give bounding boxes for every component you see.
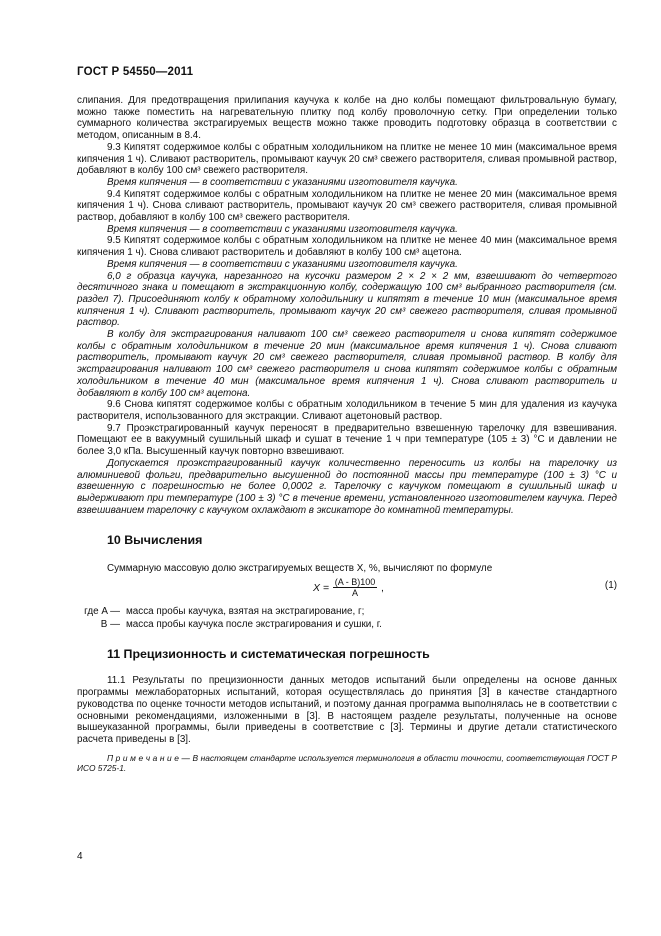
formula-numerator: (A - B)100 (334, 576, 376, 587)
note-boiling-time-3: Время кипячения — в соответствии с указаниями изготовителя каучука. (107, 258, 458, 270)
formula-comma: , (381, 581, 384, 594)
where-label-a: где A — (84, 605, 120, 617)
paragraph-allowed-italic: Допускается проэкстрагированный каучук количественно переносить из колбы на тарелочку из алюминиевой фольги, предварительно высушенной до постоянной массы при температуре (100 ± 3) °С и взвешенную с погрешностью не более 0,0002 г. Тарелочку с каучуком помещают в сушильный шкаф и выдерживают при температуре (100 ± 3) °С в течение времени, установленного изготовителем каучука. Перед взвешиванием тарелочку с каучуком охлаждают в эксикаторе до комнатной температуры. (77, 457, 617, 516)
paragraph-9-3: 9.3 Кипятят содержимое колбы с обратным холодильником на плитке не менее 10 мин (максимальное время кипячения 1 ч). Сливают растворитель, промывают каучук 20 см³ свежего растворителя, сливая промывной раствор, добавляют в колбу 100 см³ свежего растворителя. (77, 141, 617, 177)
document-header: ГОСТ Р 54550—2011 (77, 66, 194, 78)
page-body (77, 95, 617, 773)
where-line-a (77, 606, 617, 619)
where-text-a: масса пробы каучука, взятая на экстрагирование, г; (126, 605, 365, 617)
paragraph-11-1: 11.1 Результаты по прецизионности данных методов испытаний были определены на основе данных программы межлабораторных испытаний, которая осуществлялась до принятия [3] в качестве стандартного руководства по оценке точности методов испытаний, и поэтому данная программа выполнялась не в соответствии с основными рекомендациями, изложенными в [3]. В настоящем разделе результаты, полученные на основе вышеуказанной программы, были приведены в соответствие с [3]. Термины и другие детали статистического расчета приведены в [3]. (77, 675, 617, 745)
where-line-b (77, 619, 617, 632)
formula-1 (77, 577, 617, 601)
paragraph-extraction-italic: В колбу для экстрагирования наливают 100 см³ свежего растворителя и снова кипятят содержимое колбы с обратным холодильником в течение 20 мин (максимальное время кипячения 1 ч). Снова сливают растворитель, промывают каучук 20 см³ свежего растворителя, сливая промывной раствор. В колбу для экстрагирования наливают 100 см³ свежего растворителя и снова кипятят содержимое колбы с обратным холодильником в течение 40 мин (максимальное время кипячения 1 ч). Снова сливают растворитель и добавляют в колбу 100 см³ ацетона. (77, 329, 617, 399)
paragraph-9-4: 9.4 Кипятят содержимое колбы с обратным холодильником на плитке не менее 20 мин (максимальное время кипячения 1 ч). Снова сливают растворитель, промывают каучук 20 см³ свежего растворителя, сливая промывной раствор, добавляют в колбу 100 см³ свежего растворителя. (77, 188, 617, 224)
section-11-heading: 11 Прецизионность и систематическая погрешность (107, 646, 430, 661)
paragraph-sample-italic: 6,0 г образца каучука, нарезанного на кусочки размером 2 × 2 × 2 мм, взвешивают до четвертого десятичного знака и помещают в экстракционную колбу, содержащую 100 см³ выбранного растворителя (см. раздел 7). Присоединяют колбу к обратному холодильнику и кипятят в течение 10 мин (максимальное время кипячения 1 ч). Сливают растворитель, промывают каучук 20 см³ свежего растворителя, сливая промывной раствор. (77, 270, 617, 329)
where-label-b: B — (100, 618, 120, 630)
paragraph-9-7: 9.7 Проэкстрагированный каучук переносят в предварительно взвешенную тарелочку для взвешивания. Помещают ее в вакуумный сушильный шкаф и сушат в течение 1 ч при температуре (105 ± 3) °С и давлении не более 3,0 кПа. Высушенный каучук повторно взвешивают. (77, 422, 617, 458)
formula-intro: Суммарную массовую долю экстрагируемых веществ X, %, вычисляют по формуле (107, 563, 493, 575)
paragraph-continuation: слипания. Для предотвращения прилипания каучука к колбе на дно колбы помещают фильтровальную бумагу, можно также поместить на нагревательную плитку под колбу проволочную сетку. При определении только суммарного количества экстрагируемых веществ можно также проводить подготовку образца в соответствии с методом, описанным в 8.4. (77, 95, 617, 142)
section-10-heading: 10 Вычисления (107, 533, 203, 548)
note-terminology: П р и м е ч а н и е — В настоящем стандарте используется терминология в области точности, соответствующая ГОСТ Р ИСО 5725-1. (77, 752, 617, 774)
where-text-b: масса пробы каучука после экстрагирования и сушки, г. (126, 618, 382, 630)
note-boiling-time-2: Время кипячения — в соответствии с указаниями изготовителя каучука. (107, 223, 458, 235)
formula-lhs: X = (313, 581, 330, 594)
formula-denominator: A (351, 587, 358, 598)
page-number: 4 (77, 851, 83, 862)
formula-number: (1) (604, 579, 617, 591)
formula-fraction (329, 577, 381, 599)
note-boiling-time-1: Время кипячения — в соответствии с указаниями изготовителя каучука. (107, 176, 458, 188)
paragraph-9-6: 9.6 Снова кипятят содержимое колбы с обратным холодильником в течение 5 мин для удаления из каучука растворителя, использованного для экстракции. Сливают ацетоновый раствор. (77, 399, 617, 422)
paragraph-9-5: 9.5 Кипятят содержимое колбы с обратным холодильником на плитке не менее 40 мин (максимальное время кипячения 1 ч). Снова сливают растворитель и добавляют в колбу 100 см³ ацетона. (77, 235, 617, 259)
